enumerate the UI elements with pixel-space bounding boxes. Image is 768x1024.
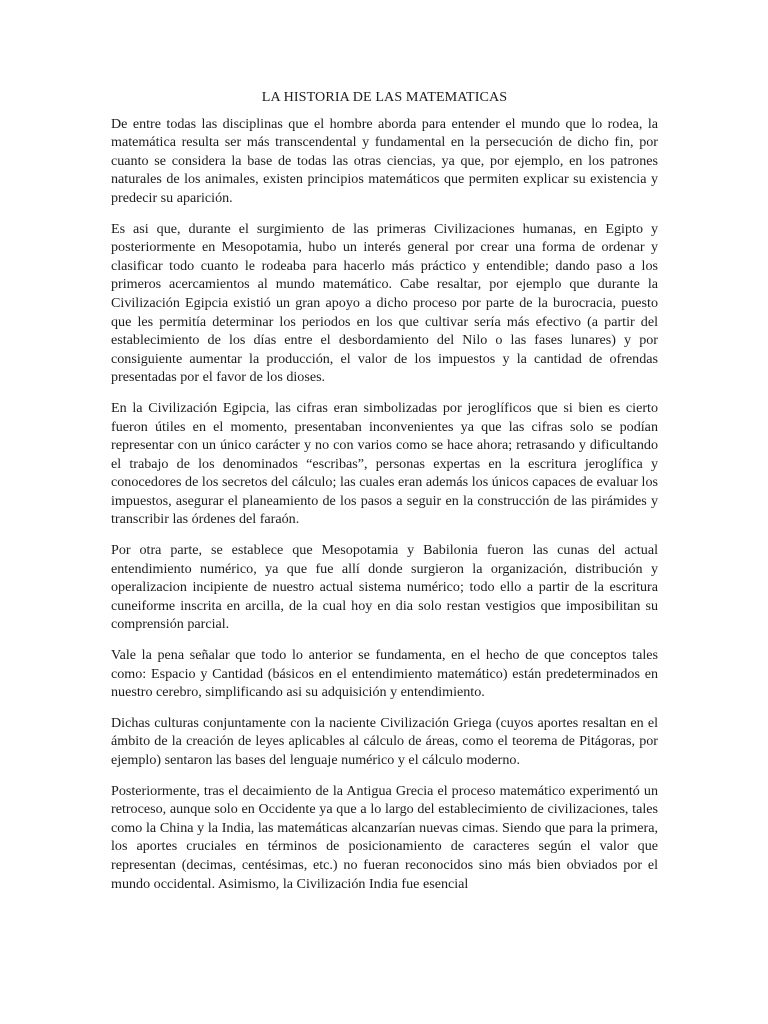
paragraph-7: Posteriormente, tras el decaimiento de la Antigua Grecia el proceso matemático experimentó un retroceso, aunque solo en Occidente ya que a lo largo del establecimiento de civilizaciones, tales como la China y la India, las matemáticas alcanzarían nuevas cimas. Siendo que para la primera, los aportes cruciales en términos de posicionamiento de caracteres según el valor que representan (decimas, centésimas, etc.) no fueran reconocidos sino más bien obviados por el mundo occidental. Asimismo, la Civilización India fue esencial: [111, 782, 658, 892]
paragraph-2: Es asi que, durante el surgimiento de las primeras Civilizaciones humanas, en Egipto y posteriormente en Mesopotamia, hubo un interés general por crear una forma de ordenar y clasificar todo cuanto le rodeaba para hacerlo más práctico y entendible; dando paso a los primeros acercamientos al mundo matemático. Cabe resaltar, por ejemplo que durante la Civilización Egipcia existió un gran apoyo a dicho proceso por parte de la burocracia, puesto que les permitía determinar los periodos en los que cultivar sería más efectivo (a partir del establecimiento de los días entre el desbordamiento del Nilo o las fases lunares) y por consiguiente aumentar la producción, el valor de los impuestos y la cantidad de ofrendas presentadas por el favor de los dioses.: [111, 220, 658, 386]
paragraph-6: Dichas culturas conjuntamente con la naciente Civilización Griega (cuyos aportes resaltan en el ámbito de la creación de leyes aplicables al cálculo de áreas, como el teorema de Pitágoras, por ejemplo) sentaron las bases del lenguaje numérico y el cálculo moderno.: [111, 714, 658, 768]
paragraph-1: De entre todas las disciplinas que el hombre aborda para entender el mundo que lo rodea, la matemática resulta ser más transcendental y fundamental en la persecución de dicho fin, por cuanto se considera la base de todas las otras ciencias, ya que, por ejemplo, en los patrones naturales de los animales, existen principios matemáticos que permiten explicar su existencia y predecir su aparición.: [111, 115, 658, 206]
document-page: [111, 88, 658, 905]
paragraph-4: Por otra parte, se establece que Mesopotamia y Babilonia fueron las cunas del actual entendimiento numérico, ya que fue allí donde surgieron la organización, distribución y operalizacion incipiente de nuestro actual sistema numérico; todo ello a partir de la escritura cuneiforme inscrita en arcilla, de la cual hoy en dia solo restan vestigios que imposibilitan su comprensión parcial.: [111, 542, 658, 633]
paragraph-5: Vale la pena señalar que todo lo anterior se fundamenta, en el hecho de que conceptos tales como: Espacio y Cantidad (básicos en el entendimiento matemático) están predeterminados en nuestro cerebro, simplificando asi su adquisición y entendimiento.: [111, 647, 658, 701]
document-title: LA HISTORIA DE LAS MATEMATICAS: [261, 89, 508, 105]
paragraph-3: En la Civilización Egipcia, las cifras eran simbolizadas por jeroglíficos que si bien es cierto fueron útiles en el momento, presentaban inconvenientes ya que las cifras solo se podían representar con un único carácter y no con varios como se hace ahora; retrasando y dificultando el trabajo de los denominados “escribas”, personas expertas en la escritura jeroglífica y conocedores de los secretos del cálculo; las cuales eran además los únicos capaces de evaluar los impuestos, asegurar el planeamiento de los pasos a seguir en la construcción de las pirámides y transcribir las órdenes del faraón.: [111, 399, 658, 528]
